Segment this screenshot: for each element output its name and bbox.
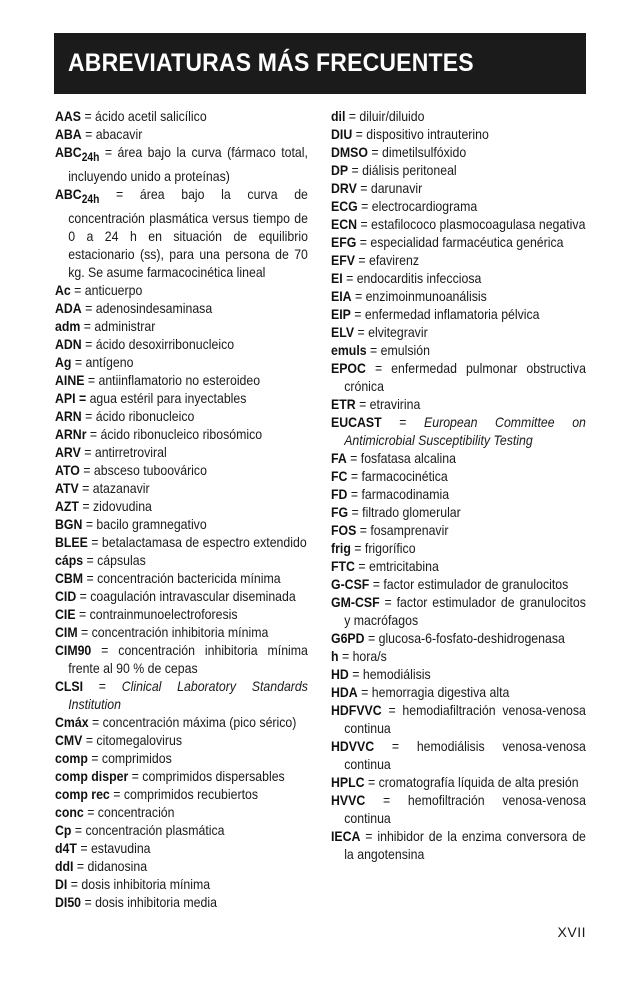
abbreviation-entry [55, 569, 308, 587]
abbreviation-entry [55, 425, 308, 443]
abbreviation-entry [55, 353, 308, 371]
abbreviation-entry [55, 821, 308, 839]
abbreviation-entry [331, 449, 586, 467]
abbreviation-entry [331, 233, 586, 251]
abbreviation-term: BGN [55, 515, 83, 532]
abbreviation-definition: = elvitegravir [357, 324, 428, 340]
abbreviation-term: HVVC [331, 792, 366, 808]
abbreviation-entry [55, 623, 308, 641]
abbreviation-term: comp disper [55, 767, 129, 784]
abbreviation-definition: = dimetilsulfóxido [371, 144, 467, 160]
abbreviations-left-column [55, 107, 308, 911]
abbreviation-definition: = comprimidos recubiertos [113, 785, 259, 802]
abbreviation-entry [331, 305, 586, 323]
abbreviation-entry [55, 875, 308, 893]
abbreviation-term: EFG [331, 234, 357, 250]
abbreviation-entry [331, 413, 586, 449]
abbreviation-entry [331, 215, 586, 233]
abbreviation-term: CIE [55, 605, 76, 622]
abbreviation-definition: = comprimidos dispersables [131, 767, 285, 784]
abbreviations-right-column [331, 107, 586, 863]
abbreviation-entry [331, 701, 586, 737]
abbreviation-entry [55, 605, 308, 623]
abbreviation-definition: = frigorífico [354, 540, 416, 556]
abbreviation-entry [55, 107, 308, 125]
abbreviation-entry [331, 197, 586, 215]
abbreviation-entry [331, 179, 586, 197]
abbreviation-term: FC [331, 468, 348, 484]
abbreviation-definition: = emulsión [370, 342, 430, 358]
abbreviation-term: Ag [55, 353, 72, 370]
abbreviation-definition: agua estéril para inyectables [89, 389, 247, 406]
abbreviation-definition: = coagulación intravascular diseminada [79, 587, 296, 604]
abbreviation-definition: = bacilo gramnegativo [85, 515, 207, 532]
abbreviation-definition: = hemodiafiltración venosa-venosa continua [344, 702, 586, 736]
abbreviation-definition: = citomegalovirus [85, 731, 183, 748]
abbreviation-definition-italic: European Committee on Antimicrobial Susceptibility Testing [344, 414, 586, 448]
abbreviation-definition: = endocarditis infecciosa [346, 270, 482, 286]
abbreviation-term: G6PD [331, 630, 365, 646]
abbreviation-term: ECG [331, 198, 358, 214]
abbreviation-definition: = glucosa-6-fosfato-deshidrogenasa [367, 630, 565, 646]
abbreviation-entry [331, 107, 586, 125]
abbreviation-entry [331, 467, 586, 485]
abbreviation-entry [331, 593, 586, 629]
abbreviation-entry [55, 407, 308, 425]
abbreviation-term: CMV [55, 731, 83, 748]
abbreviation-term: emuls [331, 342, 367, 358]
abbreviation-entry [331, 251, 586, 269]
abbreviation-entry [55, 185, 308, 281]
abbreviation-term: h [331, 648, 339, 664]
abbreviation-definition: = especialidad farmacéutica genérica [359, 234, 564, 250]
abbreviation-definition: = antígeno [74, 353, 134, 370]
abbreviation-entry [331, 503, 586, 521]
abbreviation-definition: = concentración máxima (pico sérico) [91, 713, 297, 730]
abbreviation-entry [331, 683, 586, 701]
abbreviation-term: DP [331, 162, 349, 178]
abbreviation-entry [55, 749, 308, 767]
abbreviation-term: ABC [55, 144, 82, 160]
abbreviation-term: dil [331, 108, 346, 124]
abbreviation-term: Ac [55, 281, 71, 298]
abbreviation-definition: = hemorragia digestiva alta [361, 684, 510, 700]
abbreviation-definition: = [399, 414, 425, 430]
abbreviation-definition: = didanosina [76, 857, 148, 874]
abbreviation-definition: = farmacocinética [350, 468, 448, 484]
abbreviation-term: AINE [55, 371, 85, 388]
abbreviation-entry [331, 629, 586, 647]
page-number: XVII [557, 924, 586, 940]
abbreviation-term: EUCAST [331, 414, 382, 430]
abbreviation-definition-italic: Clinical Laboratory Standards Institution [68, 677, 308, 712]
abbreviation-term: conc [55, 803, 84, 820]
abbreviation-term: ATO [55, 461, 80, 478]
abbreviation-entry [331, 827, 586, 863]
abbreviation-entry [55, 767, 308, 785]
abbreviation-entry [331, 269, 586, 287]
abbreviation-definition: = ácido acetil salicílico [84, 108, 207, 124]
abbreviation-entry [331, 773, 586, 791]
abbreviation-entry [331, 791, 586, 827]
abbreviation-term: ETR [331, 396, 356, 412]
abbreviation-entry [331, 521, 586, 539]
abbreviation-term: GM-CSF [331, 594, 380, 610]
abbreviation-definition: = área bajo la curva de concentración plasmática versus tiempo de 0 a 24 h en situación de equilibrio estacionario (ss), para una persona de 70 kg. Se asume farmacocinética lineal [68, 185, 308, 280]
abbreviation-definition: = concentración inhibitoria mínima [81, 623, 269, 640]
abbreviation-term: CLSI [55, 677, 84, 694]
abbreviation-definition: = fosamprenavir [359, 522, 449, 538]
abbreviation-entry [55, 515, 308, 533]
abbreviation-definition: = anticuerpo [74, 281, 143, 298]
abbreviation-term: EI [331, 270, 343, 286]
abbreviation-entry [331, 341, 586, 359]
abbreviation-definition: = dosis inhibitoria mínima [70, 875, 211, 892]
abbreviation-term: DMSO [331, 144, 368, 160]
abbreviation-definition: = enzimoinmunoanálisis [354, 288, 487, 304]
abbreviation-entry [55, 335, 308, 353]
abbreviation-definition: = absceso tuboovárico [83, 461, 207, 478]
abbreviation-definition: = electrocardiograma [361, 198, 478, 214]
abbreviation-definition: = ácido desoxirribonucleico [85, 335, 235, 352]
abbreviation-term: FTC [331, 558, 355, 574]
abbreviation-definition: = inhibidor de la enzima conversora de la angotensina [344, 828, 586, 862]
abbreviation-term: cáps [55, 551, 84, 568]
abbreviation-term: CIM90 [55, 641, 92, 658]
abbreviation-term: FOS [331, 522, 357, 538]
abbreviation-term: HDA [331, 684, 358, 700]
abbreviation-term: Cmáx [55, 713, 89, 730]
abbreviation-definition: = farmacodinamia [350, 486, 450, 502]
abbreviation-entry [55, 443, 308, 461]
abbreviation-entry [55, 641, 308, 677]
abbreviation-definition: = hemodiálisis [352, 666, 431, 682]
abbreviation-entry [55, 533, 308, 551]
abbreviation-entry [55, 461, 308, 479]
abbreviation-definition: = filtrado glomerular [351, 504, 461, 520]
abbreviation-subscript: 24h [81, 150, 100, 164]
abbreviation-definition: = área bajo la curva (fármaco total, incluyendo unido a proteínas) [68, 144, 308, 184]
abbreviation-definition: = concentración bactericida mínima [86, 569, 281, 586]
abbreviation-term: ADA [55, 299, 82, 316]
abbreviation-definition: = enfermedad inflamatoria pélvica [354, 306, 540, 322]
abbreviation-definition: = concentración inhibitoria mínima frente al 90 % de cepas [68, 641, 308, 676]
abbreviation-term: FD [331, 486, 348, 502]
abbreviation-definition: = factor estimulador de granulocitos [372, 576, 569, 592]
abbreviation-term: ABC [55, 185, 82, 202]
abbreviation-term: DRV [331, 180, 357, 196]
abbreviation-entry [331, 485, 586, 503]
abbreviation-definition: = administrar [83, 317, 156, 334]
abbreviation-subscript: 24h [81, 192, 100, 206]
abbreviation-term: HPLC [331, 774, 365, 790]
abbreviation-definition: = antirretroviral [84, 443, 167, 460]
abbreviation-term: DI50 [55, 893, 82, 910]
abbreviation-entry [331, 647, 586, 665]
abbreviation-entry [55, 839, 308, 857]
abbreviation-entry [55, 677, 308, 713]
abbreviation-entry [55, 587, 308, 605]
abbreviation-term: DIU [331, 126, 353, 142]
abbreviation-term: adm [55, 317, 81, 334]
abbreviation-entry [55, 713, 308, 731]
abbreviation-entry [55, 893, 308, 911]
section-header [54, 33, 586, 94]
abbreviation-definition: = ácido ribonucleico [85, 407, 195, 424]
abbreviation-term: HD [331, 666, 349, 682]
abbreviation-definition: = dosis inhibitoria media [84, 893, 217, 910]
abbreviation-term: DI [55, 875, 68, 892]
abbreviation-entry [55, 731, 308, 749]
abbreviation-entry [331, 323, 586, 341]
abbreviation-definition: = ácido ribonucleico ribosómico [89, 425, 263, 442]
abbreviation-definition: = fosfatasa alcalina [350, 450, 456, 466]
abbreviation-entry [55, 785, 308, 803]
abbreviation-entry [55, 857, 308, 875]
abbreviation-entry [55, 389, 308, 407]
abbreviation-term: ddI [55, 857, 74, 874]
abbreviation-term: EIA [331, 288, 352, 304]
abbreviation-definition: = atazanavir [82, 479, 150, 496]
abbreviation-term: CBM [55, 569, 84, 586]
abbreviation-entry [55, 479, 308, 497]
abbreviation-definition: = abacavir [85, 126, 143, 142]
abbreviation-term: HDVVC [331, 738, 375, 754]
abbreviation-term: IECA [331, 828, 361, 844]
abbreviation-term: ATV [55, 479, 79, 496]
abbreviation-term: ELV [331, 324, 355, 340]
abbreviation-term: API = [55, 389, 87, 406]
abbreviation-definition: = concentración plasmática [74, 821, 225, 838]
abbreviation-entry [331, 359, 586, 395]
abbreviation-term: CID [55, 587, 77, 604]
abbreviation-definition: = darunavir [360, 180, 423, 196]
abbreviation-entry [331, 737, 586, 773]
abbreviation-definition: = dispositivo intrauterino [355, 126, 489, 142]
abbreviation-term: CIM [55, 623, 78, 640]
abbreviation-term: BLEE [55, 533, 88, 550]
abbreviation-entry [55, 317, 308, 335]
abbreviation-term: ECN [331, 216, 358, 232]
abbreviation-term: FG [331, 504, 349, 520]
abbreviation-entry [331, 125, 586, 143]
abbreviation-definition: = etravirina [359, 396, 421, 412]
abbreviation-definition: = zidovudina [82, 497, 152, 514]
abbreviation-definition: = hemofiltración venosa-venosa continua [344, 792, 586, 826]
abbreviation-definition: = hora/s [341, 648, 387, 664]
abbreviation-entry [55, 371, 308, 389]
abbreviation-term: EFV [331, 252, 355, 268]
abbreviation-definition: = emtricitabina [358, 558, 439, 574]
abbreviation-definition: = cápsulas [86, 551, 146, 568]
abbreviation-definition: = factor estimulador de granulocitos y macrófagos [344, 594, 586, 628]
abbreviation-term: G-CSF [331, 576, 370, 592]
abbreviation-entry [331, 161, 586, 179]
abbreviation-term: AZT [55, 497, 79, 514]
abbreviation-term: ARNr [55, 425, 87, 442]
abbreviation-entry [55, 299, 308, 317]
abbreviation-term: comp [55, 749, 88, 766]
abbreviation-entry [331, 539, 586, 557]
abbreviation-term: comp rec [55, 785, 110, 802]
abbreviation-entry [331, 287, 586, 305]
abbreviation-entry [55, 125, 308, 143]
abbreviation-term: d4T [55, 839, 77, 856]
abbreviation-entry [331, 557, 586, 575]
abbreviation-entry [55, 281, 308, 299]
abbreviation-entry [331, 395, 586, 413]
abbreviation-definition: = efavirenz [358, 252, 419, 268]
abbreviation-definition: = betalactamasa de espectro extendido [91, 533, 307, 550]
abbreviation-entry [55, 497, 308, 515]
abbreviation-definition: = comprimidos [91, 749, 172, 766]
abbreviation-term: ADN [55, 335, 82, 352]
abbreviation-term: ARV [55, 443, 81, 460]
abbreviation-term: FA [331, 450, 347, 466]
abbreviation-definition: = estafilococo plasmocoagulasa negativa [360, 216, 586, 232]
abbreviation-term: Cp [55, 821, 72, 838]
abbreviation-term: frig [331, 540, 351, 556]
abbreviation-definition: = cromatografía líquida de alta presión [367, 774, 579, 790]
abbreviation-definition: = hemodiálisis venosa-venosa continua [344, 738, 586, 772]
abbreviation-definition: = estavudina [80, 839, 151, 856]
abbreviation-definition: = contrainmunoelectroforesis [78, 605, 238, 622]
abbreviation-definition: = diálisis peritoneal [351, 162, 457, 178]
abbreviation-entry [331, 665, 586, 683]
abbreviation-term: ARN [55, 407, 82, 424]
abbreviation-term: EIP [331, 306, 351, 322]
abbreviation-term: HDFVVC [331, 702, 382, 718]
abbreviation-entry [55, 143, 308, 185]
abbreviation-definition: = enfermedad pulmonar obstructiva crónica [344, 360, 586, 394]
abbreviation-entry [55, 551, 308, 569]
abbreviation-definition: = diluir/diluido [348, 108, 425, 124]
abbreviation-entry [331, 143, 586, 161]
abbreviation-term: AAS [55, 108, 82, 124]
abbreviation-term: EPOC [331, 360, 366, 376]
abbreviation-definition: = [98, 677, 122, 694]
abbreviation-definition: = antiinflamatorio no esteroideo [87, 371, 261, 388]
abbreviation-definition: = adenosindesaminasa [85, 299, 213, 316]
section-title: ABREVIATURAS MÁS FRECUENTES [68, 49, 474, 77]
abbreviation-term: ABA [55, 126, 82, 142]
abbreviation-entry [331, 575, 586, 593]
abbreviation-entry [55, 803, 308, 821]
abbreviation-definition: = concentración [87, 803, 175, 820]
